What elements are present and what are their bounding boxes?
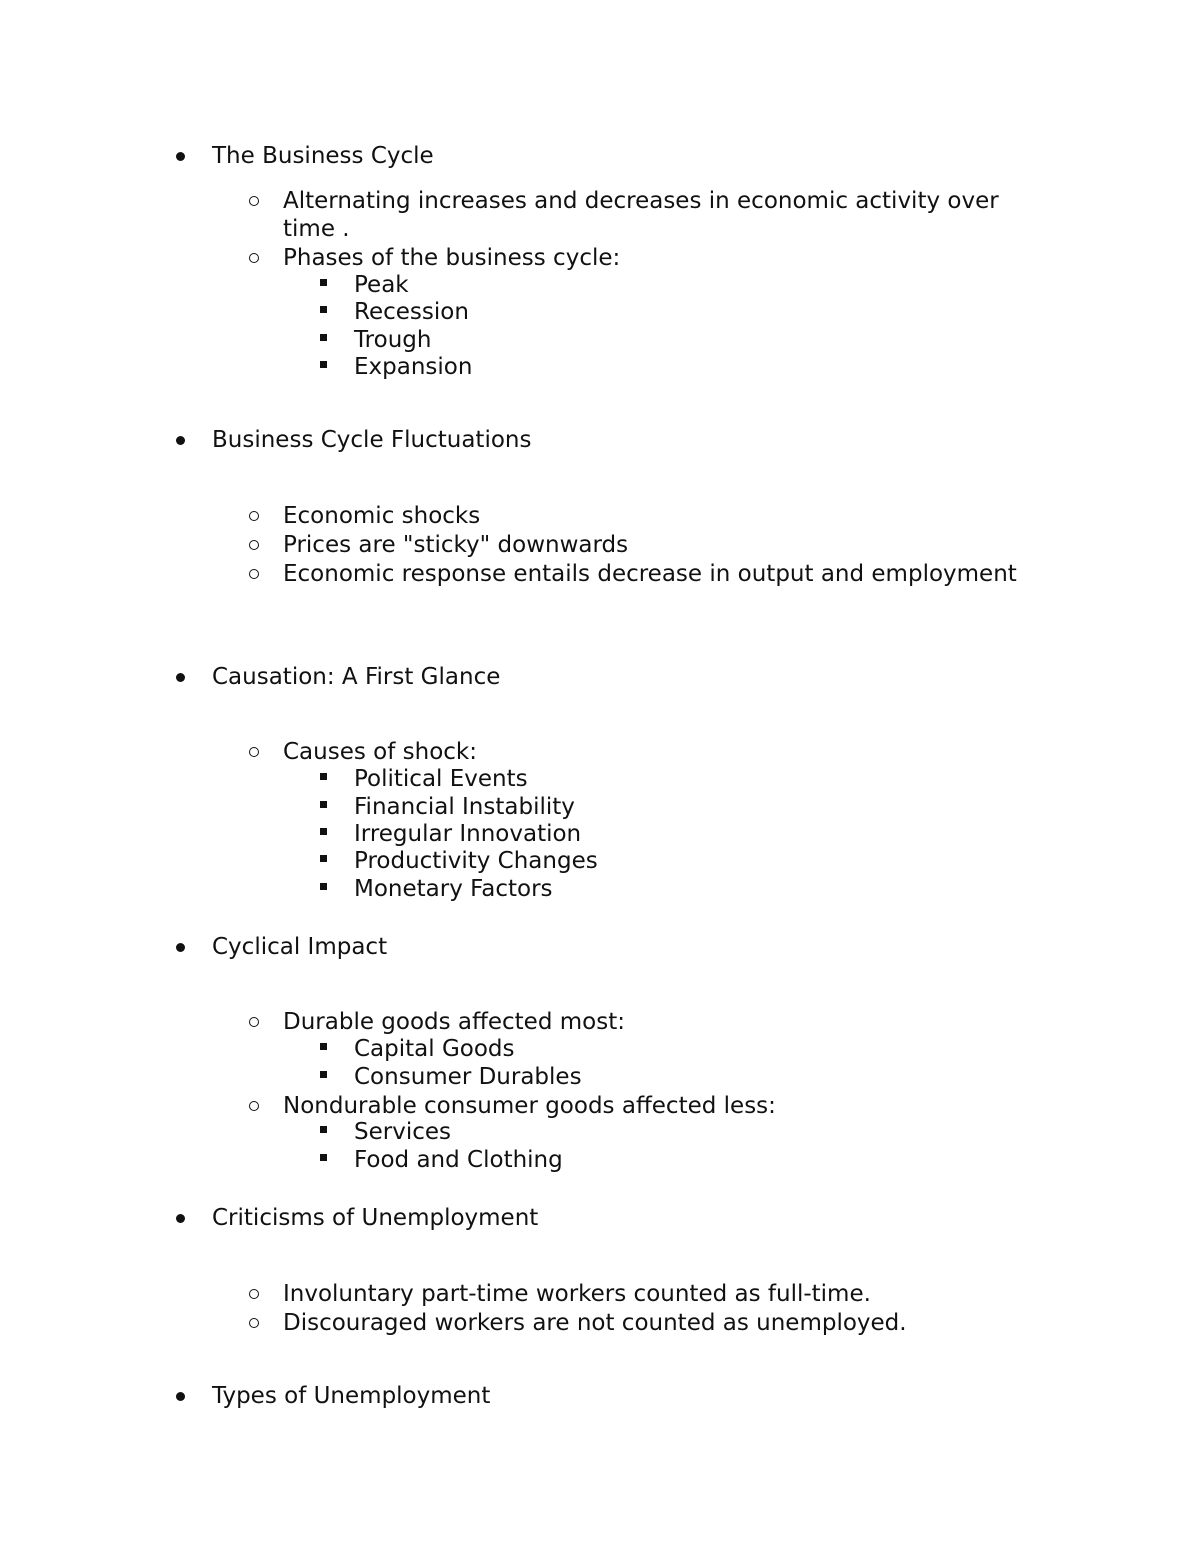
sub-list-item: Capital Goods [354,1036,515,1062]
sub-list-item: Recession [354,299,469,325]
sub-list-item: Financial Instability [354,794,575,820]
list-item: Alternating increases and decreases in economic activity over [283,188,999,214]
bullet-square-icon [320,334,327,341]
bullet-dot-icon [176,673,185,682]
sub-list-item: Services [354,1119,451,1145]
bullet-dot-icon [176,1392,185,1401]
list-item: Durable goods affected most: [283,1009,625,1035]
section-heading: Cyclical Impact [212,934,388,960]
bullet-dot-icon [176,152,185,161]
section-heading: Types of Unemployment [212,1383,491,1409]
sub-list-item: Monetary Factors [354,876,553,902]
bullet-square-icon [320,801,327,808]
bullet-circle-icon [249,511,259,521]
sub-list-item: Food and Clothing [354,1147,563,1173]
bullet-square-icon [320,279,327,286]
sub-list-item: Political Events [354,766,528,792]
list-item: Nondurable consumer goods affected less: [283,1093,776,1119]
bullet-circle-icon [249,1101,259,1111]
sub-list-item: Irregular Innovation [354,821,582,847]
section-heading: Causation: A First Glance [212,664,501,690]
bullet-square-icon [320,883,327,890]
list-item: Phases of the business cycle: [283,245,621,271]
bullet-circle-icon [249,1289,259,1299]
list-item: Causes of shock: [283,739,477,765]
bullet-square-icon [320,306,327,313]
sub-list-item: Expansion [354,354,473,380]
bullet-dot-icon [176,436,185,445]
sub-list-item: Consumer Durables [354,1064,582,1090]
bullet-circle-icon [249,1318,259,1328]
list-item-continuation: time . [283,216,350,242]
bullet-square-icon [320,1154,327,1161]
bullet-square-icon [320,828,327,835]
sub-list-item: Trough [354,327,432,353]
bullet-circle-icon [249,196,259,206]
list-item: Economic shocks [283,503,481,529]
bullet-square-icon [320,361,327,368]
bullet-circle-icon [249,1017,259,1027]
bullet-circle-icon [249,747,259,757]
section-heading: Business Cycle Fluctuations [212,427,532,453]
bullet-circle-icon [249,540,259,550]
list-item: Involuntary part-time workers counted as full-time. [283,1281,871,1307]
bullet-square-icon [320,1071,327,1078]
sub-list-item: Productivity Changes [354,848,598,874]
section-heading: The Business Cycle [212,143,434,169]
section-heading: Criticisms of Unemployment [212,1205,539,1231]
bullet-square-icon [320,855,327,862]
bullet-square-icon [320,1043,327,1050]
bullet-dot-icon [176,943,185,952]
bullet-circle-icon [249,569,259,579]
bullet-square-icon [320,773,327,780]
bullet-dot-icon [176,1214,185,1223]
bullet-square-icon [320,1126,327,1133]
list-item: Discouraged workers are not counted as unemployed. [283,1310,907,1336]
bullet-circle-icon [249,253,259,263]
sub-list-item: Peak [354,272,409,298]
list-item: Economic response entails decrease in output and employment [283,561,1017,587]
list-item: Prices are "sticky" downwards [283,532,629,558]
